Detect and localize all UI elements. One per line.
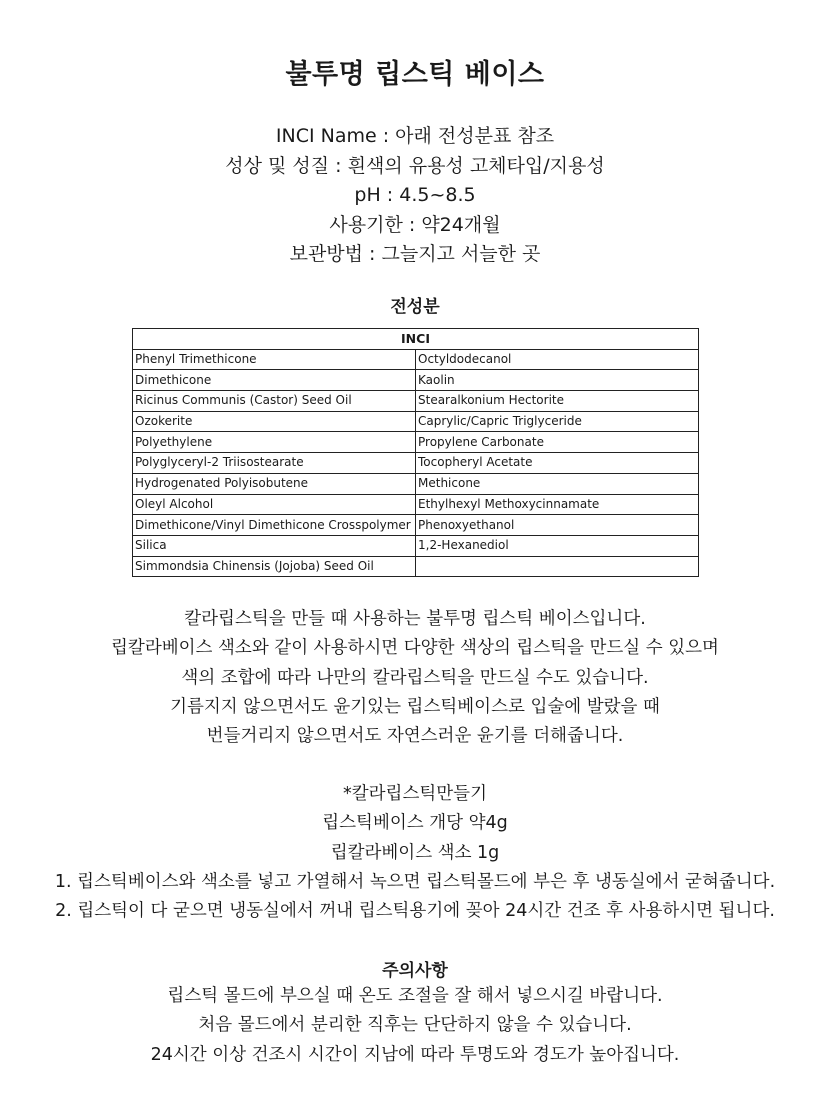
ingredients-table: [132, 328, 699, 577]
caution-section: [0, 982, 830, 1070]
description-section: [0, 605, 830, 751]
info-line: 보관방법 : 그늘지고 서늘한 곳: [289, 243, 541, 265]
howto-line: *칼라립스틱만들기: [343, 784, 487, 804]
table-cell: Propylene Carbonate: [416, 432, 699, 453]
table-cell: Phenoxyethanol: [416, 515, 699, 536]
description-line: 칼라립스틱을 만들 때 사용하는 불투명 립스틱 베이스입니다.: [184, 609, 646, 629]
table-cell: Simmondsia Chinensis (Jojoba) Seed Oil: [133, 556, 416, 577]
table-cell: Polyglyceryl-2 Triisostearate: [133, 453, 416, 474]
table-cell: Methicone: [416, 473, 699, 494]
howto-line: 립칼라베이스 색소 1g: [330, 842, 500, 863]
info-line: INCI Name : 아래 전성분표 참조: [275, 125, 555, 147]
howto-line: 1. 립스틱베이스와 색소를 넣고 가열해서 녹으면 립스틱몰드에 부은 후 냉동실에서 굳혀줍니다.: [54, 871, 776, 892]
table-cell: Silica: [133, 535, 416, 556]
table-row: [133, 411, 699, 432]
table-cell: Oleyl Alcohol: [133, 494, 416, 515]
table-cell: Octyldodecanol: [416, 349, 699, 370]
table-row: [133, 494, 699, 515]
table-cell: 1,2-Hexanediol: [416, 535, 699, 556]
table-cell: Ozokerite: [133, 411, 416, 432]
howto-line: 립스틱베이스 개당 약4g: [322, 813, 508, 834]
table-cell: Caprylic/Capric Triglyceride: [416, 411, 699, 432]
table-row: [133, 391, 699, 412]
description-line: 기름지지 않으면서도 윤기있는 립스틱베이스로 입술에 발랐을 때: [170, 696, 660, 717]
description-line: 색의 조합에 따라 나만의 칼라립스틱을 만드실 수도 있습니다.: [181, 667, 649, 688]
ingredients-heading: 전성분: [390, 297, 440, 317]
table-cell: Tocopheryl Acetate: [416, 453, 699, 474]
info-line: 성상 및 성질 : 흰색의 유용성 고체타입/지용성: [225, 154, 605, 177]
table-row: [133, 349, 699, 370]
page-title: 불투명 립스틱 베이스: [285, 59, 545, 90]
description-line: 번들거리지 않으면서도 자연스러운 윤기를 더해줍니다.: [206, 726, 624, 747]
table-cell: [416, 556, 699, 577]
caution-line: 처음 몰드에서 분리한 직후는 단단하지 않을 수 있습니다.: [198, 1015, 632, 1036]
info-line: pH : 4.5~8.5: [354, 184, 476, 206]
description-line: 립칼라베이스 색소와 같이 사용하시면 다양한 색상의 립스틱을 만드실 수 있으며: [111, 638, 719, 659]
table-header-row: [133, 329, 699, 350]
table-row: [133, 535, 699, 556]
table-cell: Dimethicone/Vinyl Dimethicone Crosspolymer: [133, 515, 416, 536]
table-row: [133, 453, 699, 474]
table-cell: Kaolin: [416, 370, 699, 391]
caution-heading: 주의사항: [382, 961, 448, 981]
table-cell: Dimethicone: [133, 370, 416, 391]
table-cell: Ricinus Communis (Castor) Seed Oil: [133, 391, 416, 412]
table-cell: Ethylhexyl Methoxycinnamate: [416, 494, 699, 515]
table-cell: Polyethylene: [133, 432, 416, 453]
table-row: [133, 370, 699, 391]
table-row: [133, 556, 699, 577]
info-line: 사용기한 : 약24개월: [329, 213, 501, 236]
howto-line: 2. 립스틱이 다 굳으면 냉동실에서 꺼내 립스틱용기에 꽂아 24시간 건조 후 사용하시면 됩니다.: [55, 901, 775, 922]
table-row: [133, 515, 699, 536]
table-cell: Phenyl Trimethicone: [133, 349, 416, 370]
table-header: INCI: [133, 329, 699, 350]
table-cell: Stearalkonium Hectorite: [416, 391, 699, 412]
product-info: [0, 122, 830, 270]
table-row: [133, 473, 699, 494]
howto-section: [0, 780, 830, 926]
table-cell: Hydrogenated Polyisobutene: [133, 473, 416, 494]
caution-line: 립스틱 몰드에 부으실 때 온도 조절을 잘 해서 넣으시길 바랍니다.: [167, 986, 663, 1006]
table-row: [133, 432, 699, 453]
caution-line: 24시간 이상 건조시 시간이 지남에 따라 투명도와 경도가 높아집니다.: [150, 1044, 680, 1065]
